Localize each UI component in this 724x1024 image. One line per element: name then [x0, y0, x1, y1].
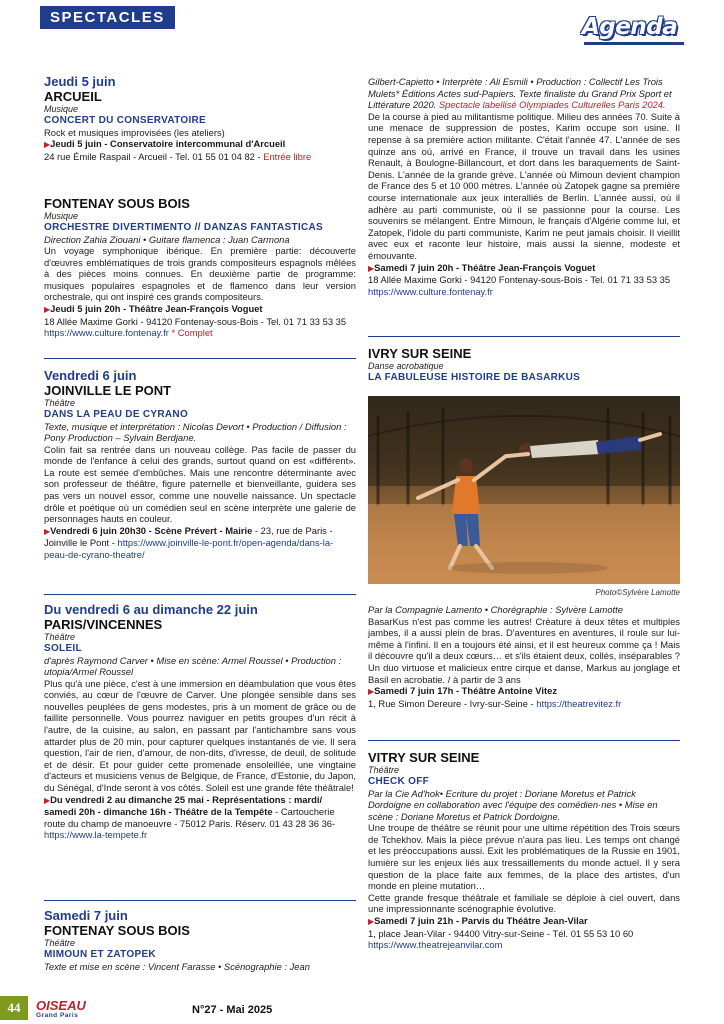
event-city: FONTENAY SOUS BOIS [44, 196, 190, 211]
event-mimoun [44, 908, 356, 972]
event-description: Rock et musiques improvisées (les ateliers) [44, 126, 225, 138]
arrow-icon: ▶ [368, 263, 375, 273]
event-credits: Par la Cie Ad'hok• Ecriture du projet : Doriane Moretus et Patrick Dordoigne en collaboration avec l'équipe des comédien·nes • Mise en scène : Doriane Moretus et Patrick Dordoigne. [368, 787, 658, 822]
event-vitry [368, 750, 680, 951]
event-genre: Théâtre [44, 938, 76, 948]
event-title: CONCERT DU CONSERVATOIRE [44, 114, 207, 126]
event-city: IVRY SUR SEINE [368, 346, 472, 361]
event-address: 24 rue Émile Raspail - Arcueil - Tel. 01 55 01 04 82 - Entrée libre [44, 150, 312, 162]
event-genre: Théâtre [44, 632, 76, 642]
event-description: De la course à pied au militantisme politique. Milieu des années 70. Suite à une menace de suppression de postes, Karim occupe son usine. Il repense à sa première action militante. C'était l'année 47. L'année de ses quinze ans où, arrivé en France, il trouve un travail dans les usines Renault, à Boulogne-Billancourt, et dort dans les baraquements de Saint-Denis. L'année de la grande grève. L'année où Mimoun devient champion de France des 5 et 10 000 mètres. L'année où Zatopek gagne sa première course internationale aux jeux interalliés de Berlin. L'année aussi, où il adhère au parti communiste, où il se passionne pour la course. Les souvenirs se mélangent. Entre Mimoun, le français d'Algérie comme lui, et Zatopek, l'idole du parti communiste, Karim ne peut jamais choisir. Il vieillit avec eux et raconte leur histoire, mais aussi la sienne, modeste et émouvante. [368, 110, 680, 261]
agenda-logo [582, 14, 686, 42]
photo-credit: Photo©Sylvère Lamotte [595, 588, 680, 597]
divider [368, 740, 680, 741]
event-city: PARIS/VINCENNES [44, 617, 163, 632]
event-link[interactable]: https://www.theatrejeanvilar.com [368, 939, 503, 951]
event-title: SOLEIL [44, 642, 82, 654]
event-fontenay-music [44, 196, 356, 339]
section-tag: SPECTACLES [40, 6, 175, 29]
event-title: ORCHESTRE DIVERTIMENTO // DANZAS FANTASTICAS [44, 221, 323, 233]
event-genre: Théâtre [44, 398, 76, 408]
event-genre: Théâtre [368, 765, 400, 775]
acrobats-illustration [368, 396, 680, 584]
event-ivry-body [368, 604, 680, 709]
event-date: Vendredi 6 juin [44, 368, 137, 383]
event-link[interactable]: https://www.joinville-le-pont.fr/open-agenda/dans-la-peau-de-cyrano-theatre/ [44, 537, 334, 561]
event-address: 1, place Jean-Vilar - 94400 Vitry-sur-Seine - Tél. 01 55 53 10 60 [368, 927, 634, 939]
performance-photo [368, 396, 680, 584]
divider [368, 336, 680, 337]
event-title: LA FABULEUSE HISTOIRE DE BASARKUS [368, 371, 581, 383]
divider [44, 594, 356, 595]
event-info: ▶Samedi 7 juin 21h - Parvis du Théâtre Jean-Vilar [368, 915, 588, 927]
arrow-icon: ▶ [44, 526, 51, 536]
event-link[interactable]: https://theatrevitez.fr [536, 697, 622, 709]
event-credits: Gilbert-Capietto • Interprète : Ali Esmili • Production : Collectif Les Trois Mulets* Éditions Actes sud-Papiers. Texte finaliste du Grand Prix Sport et Littérature 2020. Spectacle labellisé Olympiades Culturelles Paris 2024. [368, 76, 672, 111]
event-description: Plus qu'à une pièce, c'est à une immersion en déambulation que vous êtes conviés, au cœur de l'œuvre de Carver. Une plongée sensible dans ses nouvelles peuplées de gens modestes, pris à un moment de grâce ou de faillite personnelle. Vous pourrez naviguer en petits groupes d'un récit à l'autre, de la cuisine, au salon, en passant par l'antichambre sans vous attarder plus de 20 min, pour capturer quelques instantanés de vie. Il sera question, l'air de rien, d'amour, de non-dits, d'ivresse, de deuil, de solitude et de désir. Et pour guider cette promenade ensoleillée, une vingtaine d'acteurs et musiciens venus de Belgique, de France, d'Estonie, du Japon, du Sénégal, d'Inde seront à vos côtés. Soleil est une grande fête théâtrale! [44, 677, 356, 794]
arrow-icon: ▶ [368, 687, 375, 697]
event-date: Samedi 7 juin [44, 908, 128, 923]
event-info: ▶Samedi 7 juin 20h - Théâtre Jean-François Voguet [368, 261, 596, 273]
event-genre: Danse acrobatique [368, 361, 444, 371]
arrow-icon: ▶ [44, 140, 51, 150]
arrow-icon: ▶ [44, 305, 51, 315]
event-info: ▶Du vendredi 2 au dimanche 25 mai - Représentations : mardi/ samedi 20h - dimanche 16h - Théâtre de la Tempête - Cartoucherie route du champ de manoeuvre - 75012 Paris. Réserv. 01 43 28 36 36- https://www.la-tempete.fr [44, 793, 336, 841]
arrow-icon: ▶ [368, 917, 375, 927]
event-city: FONTENAY SOUS BOIS [44, 923, 190, 938]
event-credits: Direction Zahia Ziouani • Guitare flamenca : Juan Carmona [44, 233, 290, 245]
event-info: ▶Jeudi 5 juin - Conservatoire intercommunal d'Arcueil [44, 138, 286, 150]
event-description: Colin fait sa rentrée dans un nouveau collège. Pas facile de passer du monde de l'enfance à celui des grands, surtout quand on est «différent». La route est semée d'embûches. Mais une rencontre déterminante avec son professeur de théâtre, figure paternelle et bienveillante, guidera ses pas vers un nouvel essor, comme une nouvelle naissance. Un spectacle drôle et poétique où un comédien seul en scène interprète une galerie de personnages hauts en couleur. [44, 443, 356, 525]
event-info: ▶Samedi 7 juin 17h - Théâtre Antoine Vitez [368, 685, 558, 697]
entry-free: Entrée libre [263, 150, 312, 162]
arrow-icon: ▶ [44, 795, 51, 805]
magazine-logo [36, 999, 98, 1021]
issue-number: N°27 - Mai 2025 [192, 1004, 273, 1016]
event-date: Du vendredi 6 au dimanche 22 juin [44, 602, 258, 617]
event-city: ARCUEIL [44, 89, 102, 104]
event-genre: Musique [44, 104, 79, 114]
event-ivry-header [368, 346, 680, 384]
event-info: ▶Vendredi 6 juin 20h30 - Scène Prévert - Mairie - 23, rue de Paris - Joinville le Pont - https://www.joinville-le-pont.fr/open-agenda/dans-la-peau-de-cyrano-theatre/ [44, 524, 334, 561]
divider [44, 900, 356, 901]
event-city: VITRY SUR SEINE [368, 750, 480, 765]
agenda-logo-underline [584, 42, 684, 45]
event-credits: d'après Raymond Carver • Mise en scène: Armel Roussel • Production : utopia/Armel Roussel [44, 654, 342, 678]
event-link[interactable]: https://www.culture.fontenay.fr [44, 327, 169, 339]
event-title: MIMOUN ET ZATOPEK [44, 948, 156, 960]
page-number: 44 [0, 996, 28, 1020]
event-date: Jeudi 5 juin [44, 74, 116, 89]
event-address: 18 Allée Maxime Gorki - 94120 Fontenay-sous-Bois - Tel. 01 71 33 53 35 [368, 274, 671, 286]
event-title: CHECK OFF [368, 775, 430, 787]
event-soleil [44, 602, 356, 841]
magazine-logo-subtitle: Grand Paris [36, 1012, 79, 1019]
event-title: DANS LA PEAU DE CYRANO [44, 408, 189, 420]
event-description: BasarKus n'est pas comme les autres! Créature à deux têtes et multiples jambes, il a aussi plein de bras. D'aventures en aventures, il roule sur lui-même à l'infini. Il en a toujours été ainsi, et il est heureux comme ça ! Mais il découvre qu'il a deux cœurs… et s'ils étaient deux, collés, inséparables ? Un duo virtuose et malicieux entre cirque et danse, Markus au jonglage et Basil en acrobatie. / à partir de 3 ans [368, 615, 680, 685]
event-address: 1, Rue Simon Dereure - Ivry-sur-Seine - https://theatrevitez.fr [368, 697, 622, 709]
event-genre: Musique [44, 211, 79, 221]
event-link[interactable]: https://www.la-tempete.fr [44, 829, 148, 841]
event-city: JOINVILLE LE PONT [44, 383, 172, 398]
agenda-logo-text: Agenda [582, 14, 678, 40]
olympiades-label: Spectacle labellisé Olympiades Culturelles Paris 2024. [438, 99, 666, 111]
event-description: Une troupe de théâtre se réunit pour une ultime répétition des Trois sœurs de Tchekhov. Mais la pièce prévue n'aura pas lieu. Les temps ont changé et les préoccupations aussi. Exit les problématiques de la Russie en 1901, lumière sur les enjeux liés aux tressaillements du monde actuel. Il y sera question de la place faite aux femmes, de la place des artistes, d'un monde en pleine mutation… [368, 822, 680, 892]
event-address: 18 Allée Maxime Gorki - 94120 Fontenay-sous-Bois - Tel. 01 71 33 53 35 [44, 315, 347, 327]
event-description: Un voyage symphonique ibérique. En première partie: découverte d'œuvres emblématiques de trois grands compositeurs espagnols mêlées à des pièces moins connues. En deuxième partie de programme: musiques populaires espagnoles et de flamenco dans leur version orchestrale, qui ont inspiré ces grands compositeurs. [44, 245, 356, 303]
event-credits: Par la Compagnie Lamento • Chorégraphie : Sylvère Lamotte [368, 604, 623, 615]
event-credits: Texte, musique et interprétation : Nicolas Devort • Production / Diffusion : Pony Production – Sylvain Berdjane. [44, 420, 347, 444]
event-credits: Texte et mise en scène : Vincent Farasse • Scénographie : Jean [44, 960, 310, 972]
divider [44, 358, 356, 359]
magazine-logo-text: OISEAU [36, 998, 86, 1013]
event-arcueil [44, 74, 356, 162]
event-info: ▶Jeudi 5 juin 20h - Théâtre Jean-François Voguet [44, 303, 263, 315]
event-link[interactable]: https://www.culture.fontenay.fr [368, 285, 493, 297]
event-joinville [44, 368, 356, 561]
sold-out: * Complet [168, 327, 213, 339]
event-description-2: Cette grande fresque théâtrale et familiale se déploie à ciel ouvert, dans une impressionnante scénographie évolutive. [368, 891, 680, 915]
event-mimoun-continued [368, 76, 680, 297]
